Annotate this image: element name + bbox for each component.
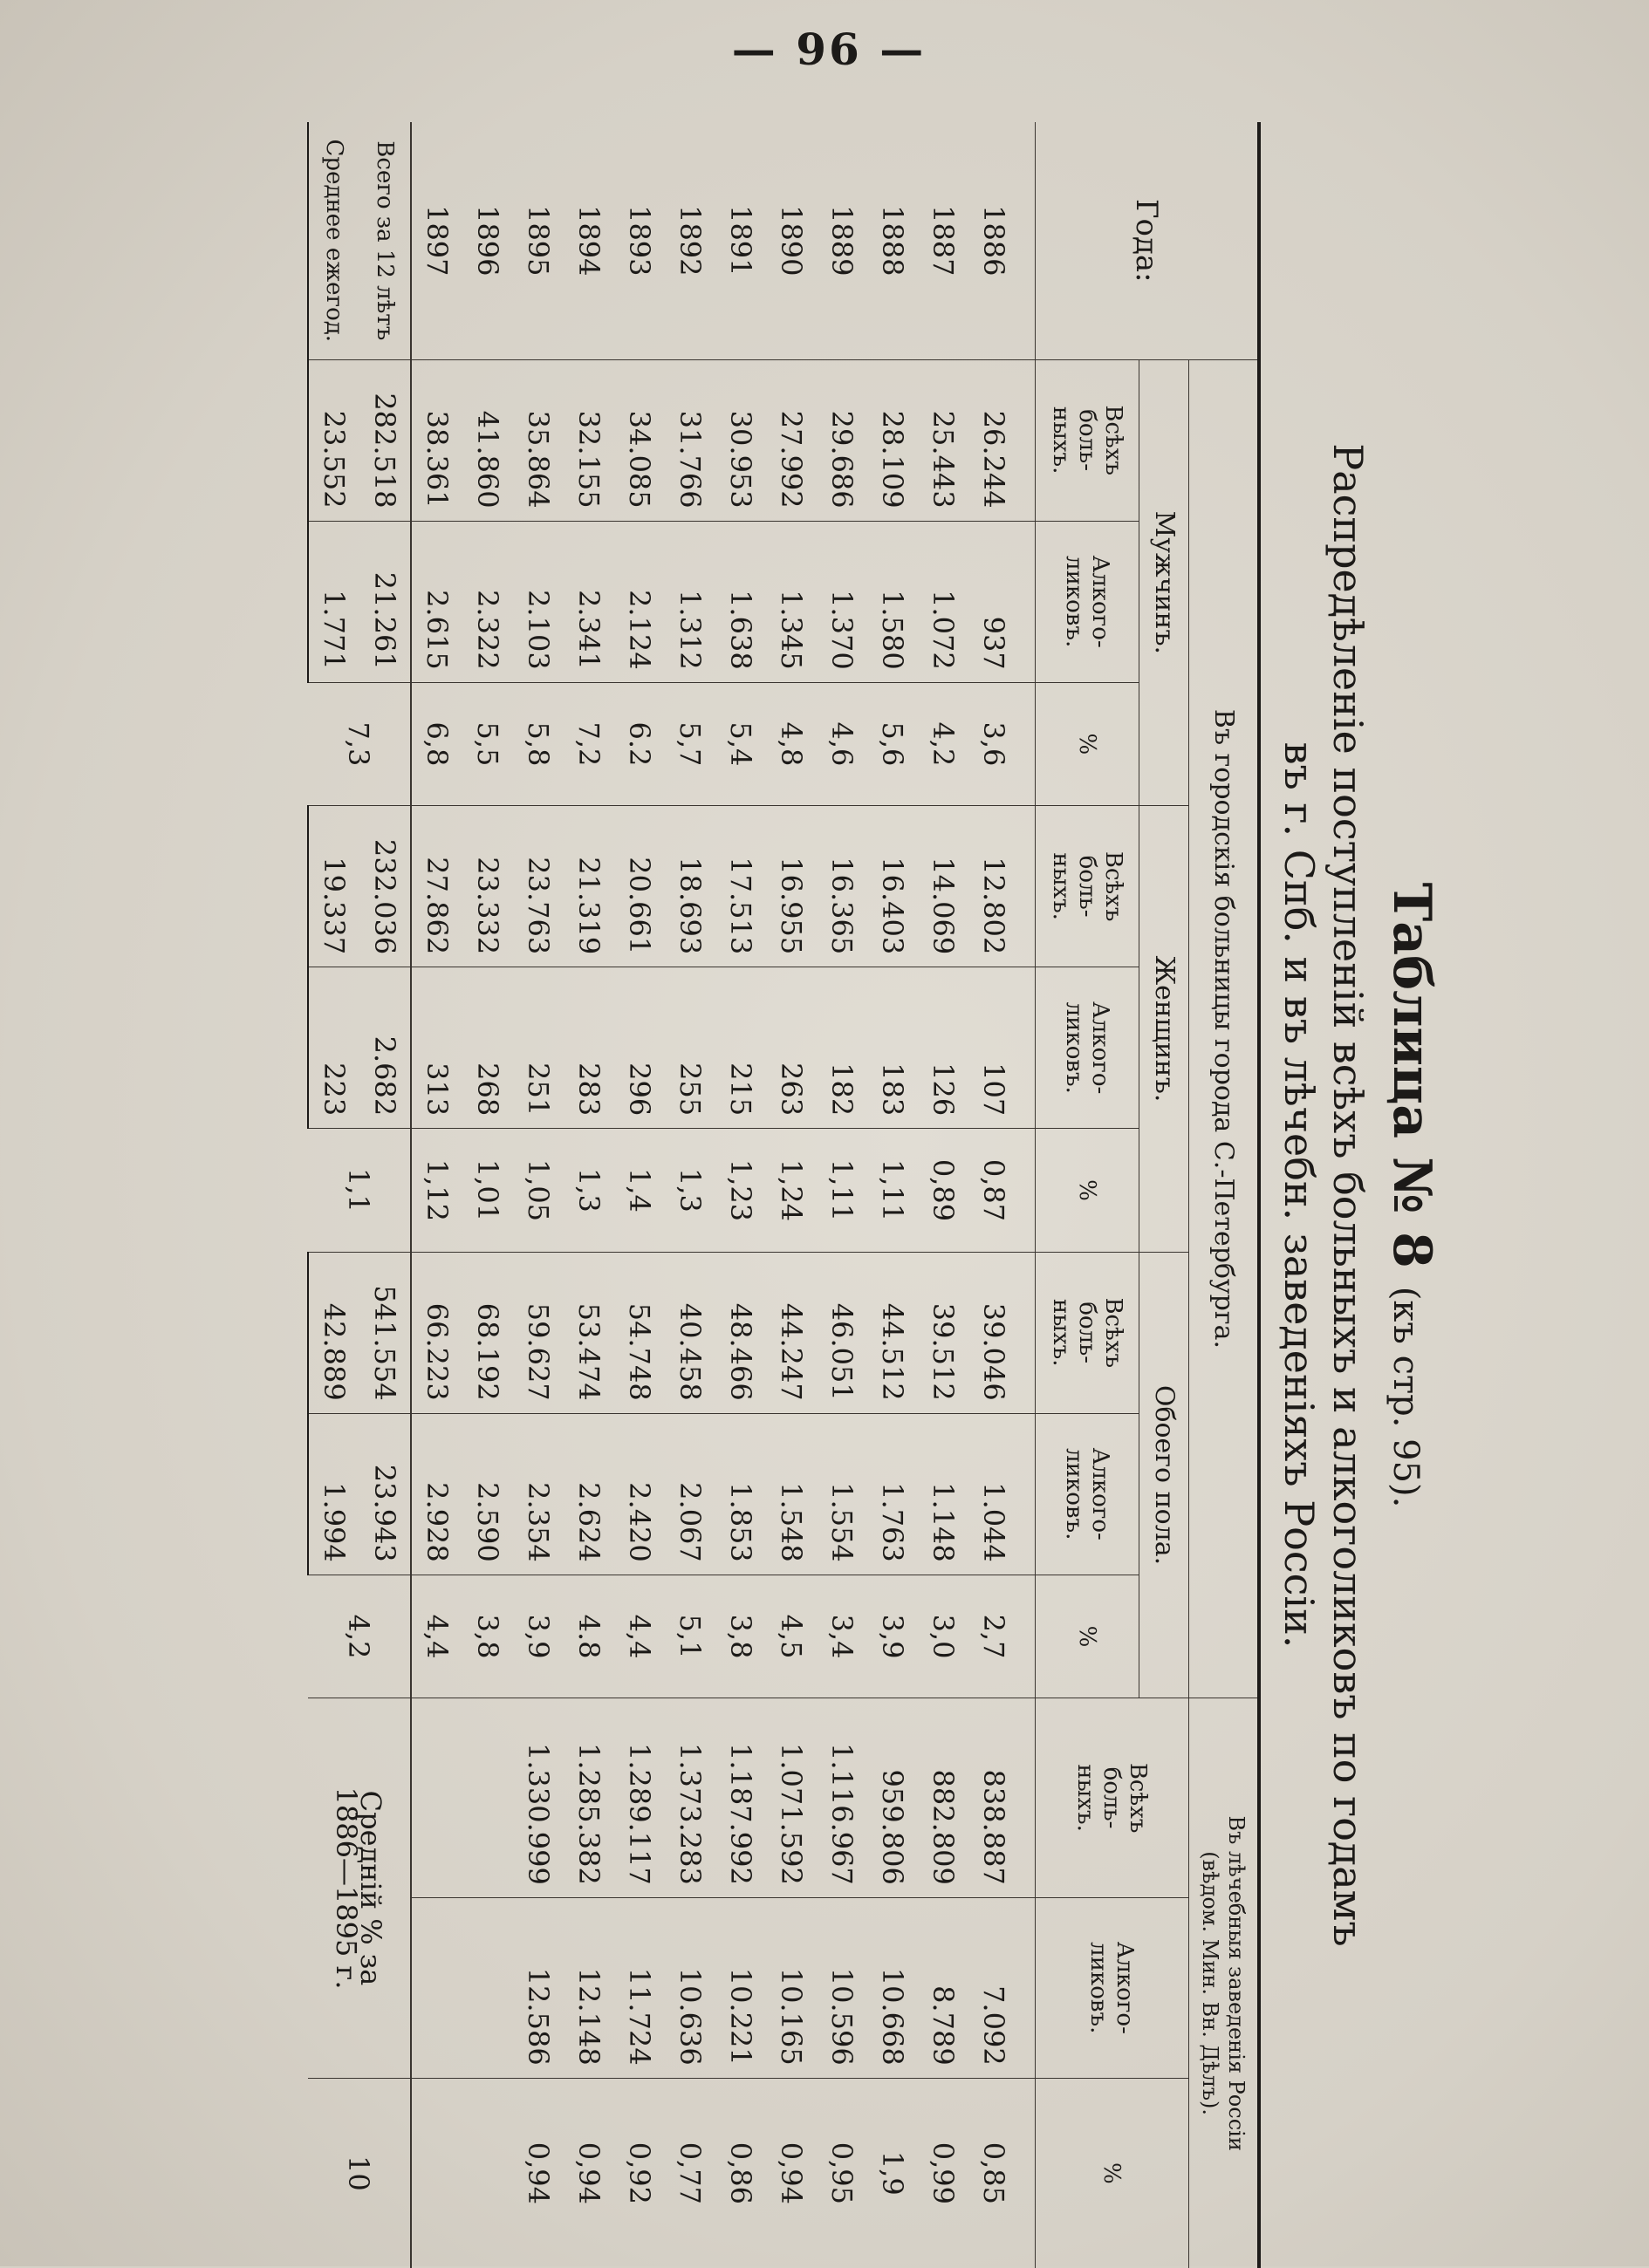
header-label-part: боль- (1098, 1766, 1126, 1829)
russia-alcoholics (462, 1897, 513, 2078)
russia-alcoholics: 10.221 (715, 1897, 766, 2078)
both-alcoholics: 2.354 (513, 1413, 564, 1575)
total-women-alcoholics: 2.682 (359, 967, 411, 1129)
average-pct-note-line-1: Средній % за (354, 1790, 388, 1986)
men-alcoholics: 1.370 (817, 521, 867, 682)
russia-pct: 1,9 (867, 2078, 918, 2268)
women-alcoholics: 215 (715, 967, 766, 1129)
men-all-sick: 29.686 (817, 359, 867, 521)
russia-all-sick: 1.330.999 (513, 1698, 564, 1898)
women-all-sick: 16.955 (766, 806, 817, 967)
russia-alcoholics: 8.789 (918, 1897, 968, 2078)
women-pct: 1,23 (715, 1129, 766, 1252)
header-label-part: Алкого- (1087, 1001, 1113, 1095)
both-alcoholics: 1.148 (918, 1413, 968, 1575)
header-label-part: ныхъ. (1048, 406, 1074, 475)
average-men-pct: 7,3 (308, 682, 411, 805)
both-pct: 3,9 (513, 1575, 564, 1698)
russia-pct: 0,92 (614, 2078, 665, 2268)
both-all-sick: 40.458 (665, 1252, 715, 1413)
women-pct: 1,12 (411, 1129, 462, 1252)
both-all-sick: 46.051 (817, 1252, 867, 1413)
both-pct: 4,4 (614, 1575, 665, 1698)
russia-pct (462, 2078, 513, 2268)
year-cell: 1887 (927, 205, 960, 277)
both-pct: 4,5 (766, 1575, 817, 1698)
russia-alcoholics: 10.668 (867, 1897, 918, 2078)
men-alcoholics: 2.322 (462, 521, 513, 682)
average-pct-note-line-2: 1886—1895 г. (330, 1786, 364, 1990)
russia-all-sick (462, 1698, 513, 1898)
russia-pct (411, 2078, 462, 2268)
men-all-sick: 27.992 (766, 359, 817, 521)
men-alcoholics: 2.103 (513, 521, 564, 682)
both-pct: 3,4 (817, 1575, 867, 1698)
men-all-sick: 34.085 (614, 359, 665, 521)
header-label-part: Всѣхъ (1100, 1297, 1126, 1368)
header-label-part: Всѣхъ (1100, 405, 1126, 475)
header-label-part: Всѣхъ (1125, 1762, 1152, 1834)
table-row (411, 122, 462, 2268)
both-pct: 3,9 (867, 1575, 918, 1698)
average-both-alcoholics: 1.994 (308, 1413, 359, 1575)
header-city-hospitals: Въ городскія больницы города С.-Петербурга. (1189, 359, 1260, 1698)
header-label-part: ликовъ. (1061, 556, 1087, 648)
russia-all-sick: 1.373.283 (665, 1698, 715, 1898)
russia-all-sick: 1.285.382 (564, 1698, 614, 1898)
women-alcoholics: 268 (462, 967, 513, 1129)
women-pct: 0,89 (918, 1129, 968, 1252)
russia-pct: 0,94 (564, 2078, 614, 2268)
total-both-all: 541.554 (359, 1252, 411, 1413)
russia-alcoholics (411, 1897, 462, 2078)
men-pct: 7,2 (564, 682, 614, 805)
men-pct: 6,8 (411, 682, 462, 805)
russia-pct: 0,95 (817, 2078, 867, 2268)
women-pct: 1,3 (665, 1129, 715, 1252)
women-alcoholics: 296 (614, 967, 665, 1129)
header-russia-line-2: (вѣдом. Мин. Вн. Дѣлъ). (1198, 1851, 1222, 2116)
russia-pct: 0,85 (968, 2078, 1036, 2268)
header-label-part: ликовъ. (1061, 1448, 1087, 1540)
men-pct: 5,7 (665, 682, 715, 805)
men-all-sick: 26.244 (968, 359, 1036, 521)
table-row (918, 122, 968, 2268)
men-all-sick: 28.109 (867, 359, 918, 521)
russia-all-sick: 1.187.992 (715, 1698, 766, 1898)
women-all-sick: 20.661 (614, 806, 665, 967)
women-pct: 1,11 (867, 1129, 918, 1252)
both-pct: 4,4 (411, 1575, 462, 1698)
both-alcoholics: 1.044 (968, 1413, 1036, 1575)
header-women-all-sick (1036, 806, 1139, 967)
both-alcoholics: 1.554 (817, 1413, 867, 1575)
average-pct-note (308, 1698, 411, 2078)
both-alcoholics: 1.763 (867, 1413, 918, 1575)
page-reference: (къ стр. 95). (1386, 1286, 1426, 1508)
header-label-part: Всѣхъ (1100, 850, 1126, 922)
table-title (1372, 122, 1445, 2268)
men-pct: 3,6 (968, 682, 1036, 805)
header-year: Года: (1036, 122, 1260, 359)
both-all-sick: 54.748 (614, 1252, 665, 1413)
russia-all-sick: 1.071.592 (766, 1698, 817, 1898)
men-all-sick: 32.155 (564, 359, 614, 521)
russia-pct: 0,94 (766, 2078, 817, 2268)
table-row (867, 122, 918, 2268)
men-alcoholics: 937 (968, 521, 1036, 682)
russia-alcoholics: 12.586 (513, 1897, 564, 2078)
admissions-table (307, 122, 1261, 2268)
header-label-part: Алкого- (1087, 1447, 1113, 1540)
russia-pct: 0,94 (513, 2078, 564, 2268)
women-all-sick: 21.319 (564, 806, 614, 967)
men-all-sick: 31.766 (665, 359, 715, 521)
women-alcoholics: 183 (867, 967, 918, 1129)
men-alcoholics: 2.615 (411, 521, 462, 682)
average-men-all: 23.552 (308, 359, 359, 521)
year-cell: 1895 (522, 205, 555, 277)
women-pct: 0,87 (968, 1129, 1036, 1252)
average-both-all: 42.889 (308, 1252, 359, 1413)
women-pct: 1,11 (817, 1129, 867, 1252)
russia-all-sick (411, 1698, 462, 1898)
header-women-alcoholics (1036, 967, 1139, 1129)
table-row (462, 122, 513, 2268)
year-cell: 1897 (421, 205, 454, 277)
header-women-pct: % (1036, 1129, 1139, 1252)
table-row (665, 122, 715, 2268)
men-pct: 5,8 (513, 682, 564, 805)
russia-alcoholics: 7.092 (968, 1897, 1036, 2078)
table-row (766, 122, 817, 2268)
header-russia-all-sick (1036, 1698, 1189, 1898)
russia-pct: 0,77 (665, 2078, 715, 2268)
men-all-sick: 41.860 (462, 359, 513, 521)
both-pct: 4.8 (564, 1575, 614, 1698)
women-all-sick: 16.365 (817, 806, 867, 967)
russia-alcoholics: 10.636 (665, 1897, 715, 2078)
header-russia-institutions (1189, 1698, 1260, 2268)
women-all-sick: 16.403 (867, 806, 918, 967)
header-women: Женщинъ. (1139, 806, 1189, 1253)
women-alcoholics: 283 (564, 967, 614, 1129)
women-alcoholics: 126 (918, 967, 968, 1129)
average-pct-note-value: 10 (308, 2078, 411, 2268)
russia-all-sick: 882.809 (918, 1698, 968, 1898)
header-men-pct: % (1036, 682, 1139, 805)
russia-all-sick: 1.116.967 (817, 1698, 867, 1898)
table-row (817, 122, 867, 2268)
total-men-alcoholics: 21.261 (359, 521, 411, 682)
russia-alcoholics: 10.596 (817, 1897, 867, 2078)
women-alcoholics: 263 (766, 967, 817, 1129)
both-all-sick: 39.512 (918, 1252, 968, 1413)
header-label-part: Алкого- (1087, 555, 1113, 648)
men-pct: 5,6 (867, 682, 918, 805)
both-pct: 3,0 (918, 1575, 968, 1698)
men-pct: 4,8 (766, 682, 817, 805)
header-russia-alcoholics (1036, 1897, 1189, 2078)
table-title-block (1265, 122, 1448, 2268)
header-label-part: Алкого- (1112, 1941, 1139, 2034)
both-all-sick: 44.247 (766, 1252, 817, 1413)
table-row-total (359, 122, 411, 2268)
header-label-part: ныхъ. (1072, 1764, 1099, 1832)
header-both-all-sick (1036, 1252, 1139, 1413)
average-women-pct: 1,1 (308, 1129, 411, 1252)
header-label-part: боль- (1074, 409, 1100, 471)
russia-pct: 0,99 (918, 2078, 968, 2268)
women-alcoholics: 107 (968, 967, 1036, 1129)
men-all-sick: 25.443 (918, 359, 968, 521)
both-alcoholics: 2.067 (665, 1413, 715, 1575)
table-row (614, 122, 665, 2268)
both-alcoholics: 2.624 (564, 1413, 614, 1575)
average-women-all: 19.337 (308, 806, 359, 967)
table-row (513, 122, 564, 2268)
both-pct: 3,8 (715, 1575, 766, 1698)
men-pct: 5,5 (462, 682, 513, 805)
russia-pct: 0,86 (715, 2078, 766, 2268)
both-alcoholics: 2.590 (462, 1413, 513, 1575)
average-men-alcoholics: 1.771 (308, 521, 359, 682)
russia-alcoholics: 12.148 (564, 1897, 614, 2078)
russia-all-sick: 838.887 (968, 1698, 1036, 1898)
women-all-sick: 17.513 (715, 806, 766, 967)
both-all-sick: 44.512 (867, 1252, 918, 1413)
total-both-alcoholics: 23.943 (359, 1413, 411, 1575)
both-all-sick: 59.627 (513, 1252, 564, 1413)
header-men-alcoholics (1036, 521, 1139, 682)
russia-all-sick: 959.806 (867, 1698, 918, 1898)
women-all-sick: 18.693 (665, 806, 715, 967)
header-both-pct: % (1036, 1575, 1139, 1698)
women-all-sick: 14.069 (918, 806, 968, 967)
year-cell: 1892 (674, 205, 707, 277)
average-both-pct: 4,2 (308, 1575, 411, 1698)
year-cell: 1894 (572, 205, 606, 277)
page-number: — 96 — (731, 24, 927, 75)
table-row (968, 122, 1036, 2268)
year-cell: 1888 (876, 205, 909, 277)
rotated-page-content (105, 122, 1448, 2268)
men-pct: 6.2 (614, 682, 665, 805)
women-alcoholics: 251 (513, 967, 564, 1129)
header-label-part: боль- (1074, 855, 1100, 918)
year-cell: 1891 (724, 205, 757, 277)
table-row (564, 122, 614, 2268)
both-alcoholics: 1.548 (766, 1413, 817, 1575)
header-men-all-sick (1036, 359, 1139, 521)
women-pct: 1,01 (462, 1129, 513, 1252)
men-all-sick: 35.864 (513, 359, 564, 521)
men-alcoholics: 1.580 (867, 521, 918, 682)
year-cell: 1889 (825, 205, 859, 277)
both-alcoholics: 1.853 (715, 1413, 766, 1575)
men-alcoholics: 1.345 (766, 521, 817, 682)
both-all-sick: 48.466 (715, 1252, 766, 1413)
header-label-part: ликовъ. (1061, 1001, 1087, 1094)
total-women-all: 232.036 (359, 806, 411, 967)
header-russia-line-1: Въ лѣчебныя заведенія Россіи (1224, 1815, 1249, 2151)
total-label: Всего за 12 лѣтъ (359, 122, 411, 359)
women-pct: 1,4 (614, 1129, 665, 1252)
year-cell: 1890 (775, 205, 808, 277)
header-label-part: ныхъ. (1048, 1298, 1074, 1367)
year-cell: 1896 (471, 205, 504, 277)
header-label-part: ныхъ. (1048, 852, 1074, 920)
total-men-all: 282.518 (359, 359, 411, 521)
both-all-sick: 39.046 (968, 1252, 1036, 1413)
men-all-sick: 38.361 (411, 359, 462, 521)
both-pct: 2,7 (968, 1575, 1036, 1698)
both-pct: 5,1 (665, 1575, 715, 1698)
average-women-alcoholics: 223 (308, 967, 359, 1129)
russia-alcoholics: 11.724 (614, 1897, 665, 2078)
year-cell: 1893 (623, 205, 656, 277)
table-row (715, 122, 766, 2268)
women-pct: 1,24 (766, 1129, 817, 1252)
women-pct: 1,05 (513, 1129, 564, 1252)
both-alcoholics: 2.928 (411, 1413, 462, 1575)
russia-alcoholics: 10.165 (766, 1897, 817, 2078)
average-label: Среднее ежегод. (308, 122, 359, 359)
table-subtitle-line-2: въ г. Спб. и въ лѣчебн. заведеніяхъ Россіи. (1276, 741, 1323, 1649)
both-all-sick: 68.192 (462, 1252, 513, 1413)
year-cell: 1886 (977, 205, 1010, 277)
women-alcoholics: 182 (817, 967, 867, 1129)
men-alcoholics: 1.072 (918, 521, 968, 682)
header-label-part: ликовъ. (1085, 1942, 1112, 2034)
men-alcoholics: 1.638 (715, 521, 766, 682)
men-alcoholics: 2.341 (564, 521, 614, 682)
header-men: Мужчинъ. (1139, 359, 1189, 806)
header-label-part: боль- (1074, 1301, 1100, 1364)
both-all-sick: 66.223 (411, 1252, 462, 1413)
both-alcoholics: 2.420 (614, 1413, 665, 1575)
header-russia-pct: % (1036, 2078, 1189, 2268)
men-pct: 5,4 (715, 682, 766, 805)
table-subtitle-line-1: Распредѣленіе поступленій всѣхъ больныхъ и алкоголиковъ по годамъ (1324, 443, 1372, 1947)
both-all-sick: 53.474 (564, 1252, 614, 1413)
table-number: Таблица № 8 (1381, 882, 1442, 1268)
header-both-alcoholics (1036, 1413, 1139, 1575)
men-pct: 4,6 (817, 682, 867, 805)
women-all-sick: 27.862 (411, 806, 462, 967)
women-all-sick: 12.802 (968, 806, 1036, 967)
both-pct: 3,8 (462, 1575, 513, 1698)
men-alcoholics: 1.312 (665, 521, 715, 682)
men-alcoholics: 2.124 (614, 521, 665, 682)
women-pct: 1,3 (564, 1129, 614, 1252)
men-pct: 4,2 (918, 682, 968, 805)
header-both-sexes: Обоего пола. (1139, 1252, 1189, 1698)
women-all-sick: 23.332 (462, 806, 513, 967)
women-all-sick: 23.763 (513, 806, 564, 967)
women-alcoholics: 313 (411, 967, 462, 1129)
women-alcoholics: 255 (665, 967, 715, 1129)
russia-all-sick: 1.289.117 (614, 1698, 665, 1898)
men-all-sick: 30.953 (715, 359, 766, 521)
